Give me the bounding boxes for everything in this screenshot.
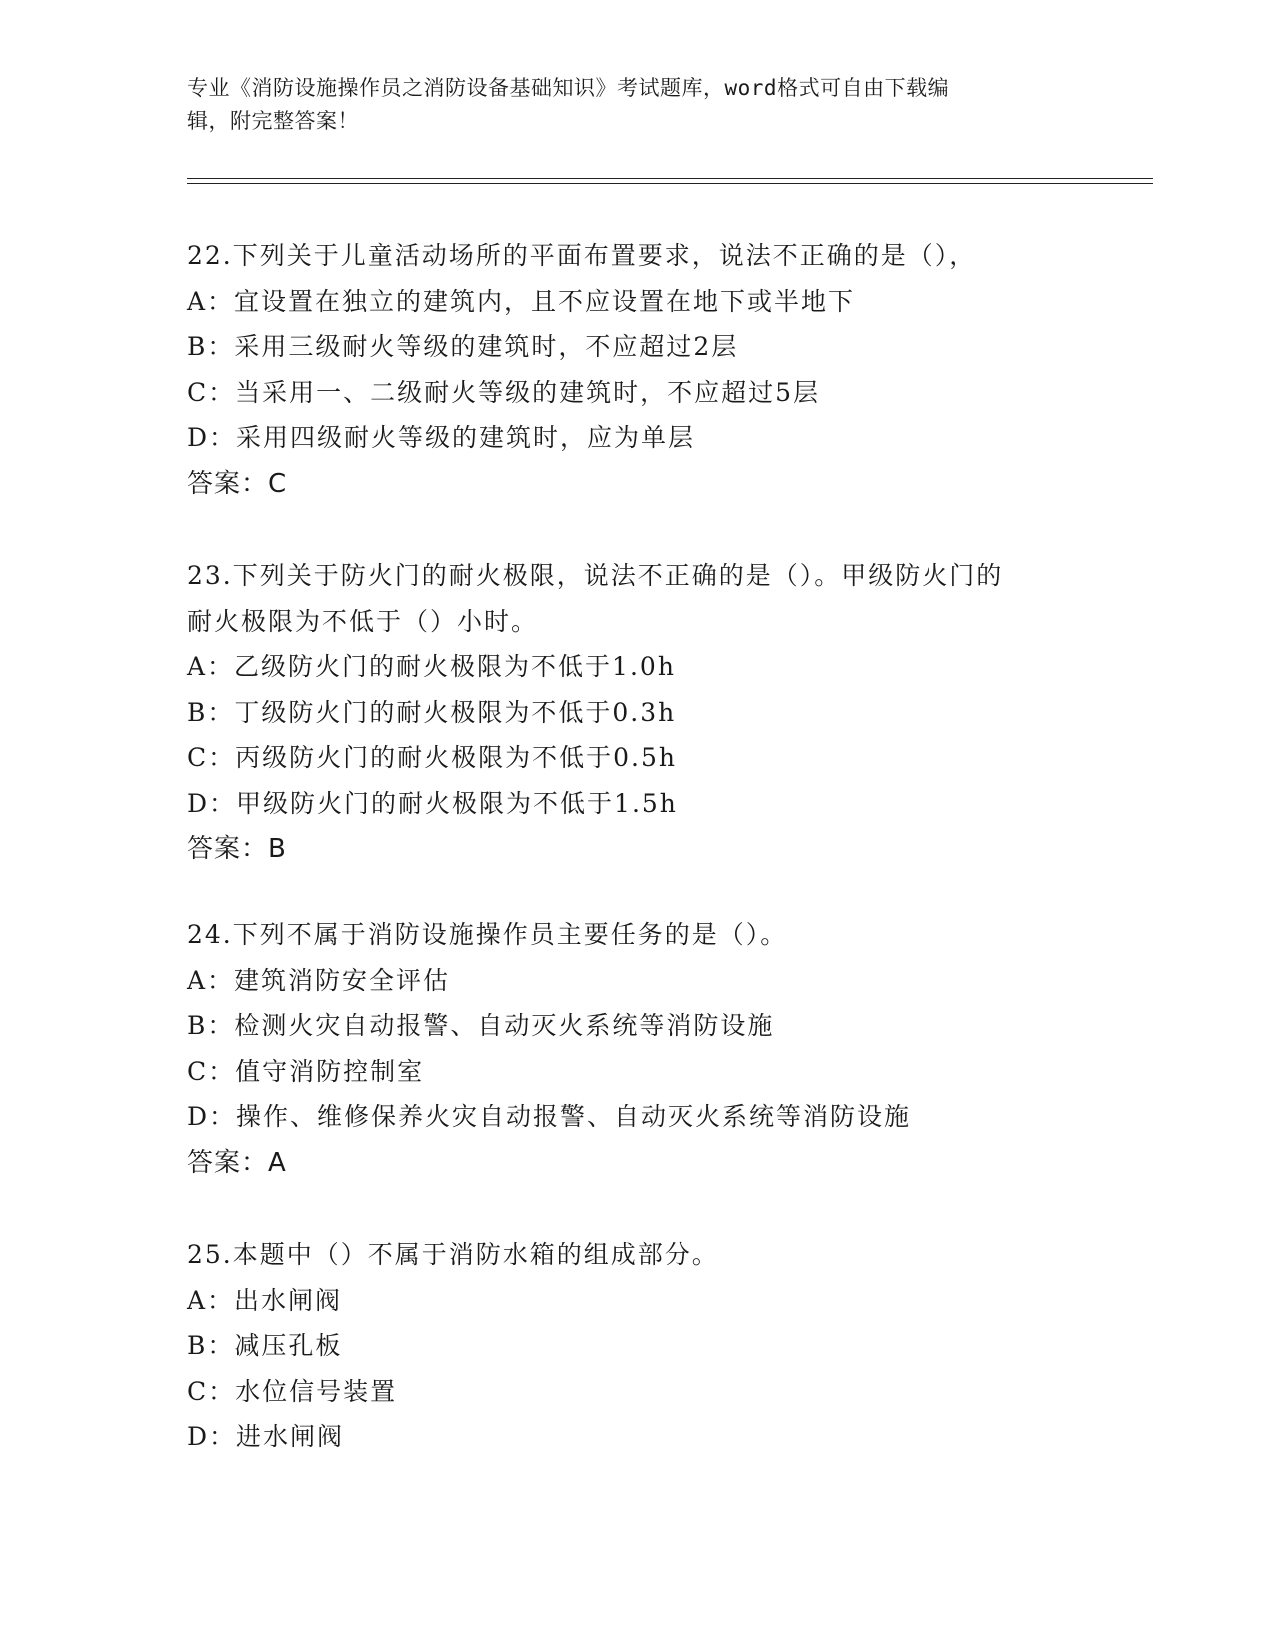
answer-line: 答案：B [187,834,287,864]
option-c: C：值守消防控制室 [187,1056,425,1086]
question-23 [187,553,1087,872]
header-divider-top [187,178,1153,179]
option-c: C：水位信号装置 [187,1376,398,1406]
option-c: C：丙级防火门的耐火极限为不低于0.5h [187,743,677,772]
option-a: A：出水闸阀 [187,1285,343,1315]
option-a: A：建筑消防安全评估 [187,965,451,995]
option-b: B：采用三级耐火等级的建筑时，不应超过2层 [187,332,739,361]
question-stem: 22.下列关于儿童活动场所的平面布置要求，说法不正确的是（）， [187,241,977,270]
option-a: A：宜设置在独立的建筑内，且不应设置在地下或半地下 [187,286,856,316]
document-header [187,72,1067,138]
option-d: D：操作、维修保养火灾自动报警、自动灭火系统等消防设施 [187,1102,912,1131]
question-stem: 24.下列不属于消防设施操作员主要任务的是（）。 [187,920,788,949]
option-d: D：采用四级耐火等级的建筑时，应为单层 [187,423,696,452]
option-c: C：当采用一、二级耐火等级的建筑时，不应超过5层 [187,377,821,407]
question-22 [187,233,1087,507]
question-25 [187,1232,1087,1460]
header-line-1: 专业《消防设施操作员之消防设备基础知识》考试题库，word格式可自由下载编 [187,76,950,100]
option-d: D：进水闸阀 [187,1422,345,1451]
option-a: A：乙级防火门的耐火极限为不低于1.0h [187,652,676,681]
question-stem-continued: 耐火极限为不低于（）小时。 [187,606,539,636]
question-stem: 25.本题中（）不属于消防水箱的组成部分。 [187,1240,719,1269]
option-d: D：甲级防火门的耐火极限为不低于1.5h [187,788,678,818]
answer-line: 答案：A [187,1147,287,1178]
answer-line: 答案：C [187,468,288,499]
question-stem: 23.下列关于防火门的耐火极限，说法不正确的是（）。甲级防火门的 [187,561,1004,590]
header-divider-bottom [187,183,1153,184]
header-line-2: 辑，附完整答案！ [187,109,359,133]
option-b: B：检测火灾自动报警、自动灭火系统等消防设施 [187,1011,775,1040]
option-b: B：丁级防火门的耐火极限为不低于0.3h [187,697,677,727]
option-b: B：减压孔板 [187,1331,343,1360]
question-24 [187,912,1087,1186]
